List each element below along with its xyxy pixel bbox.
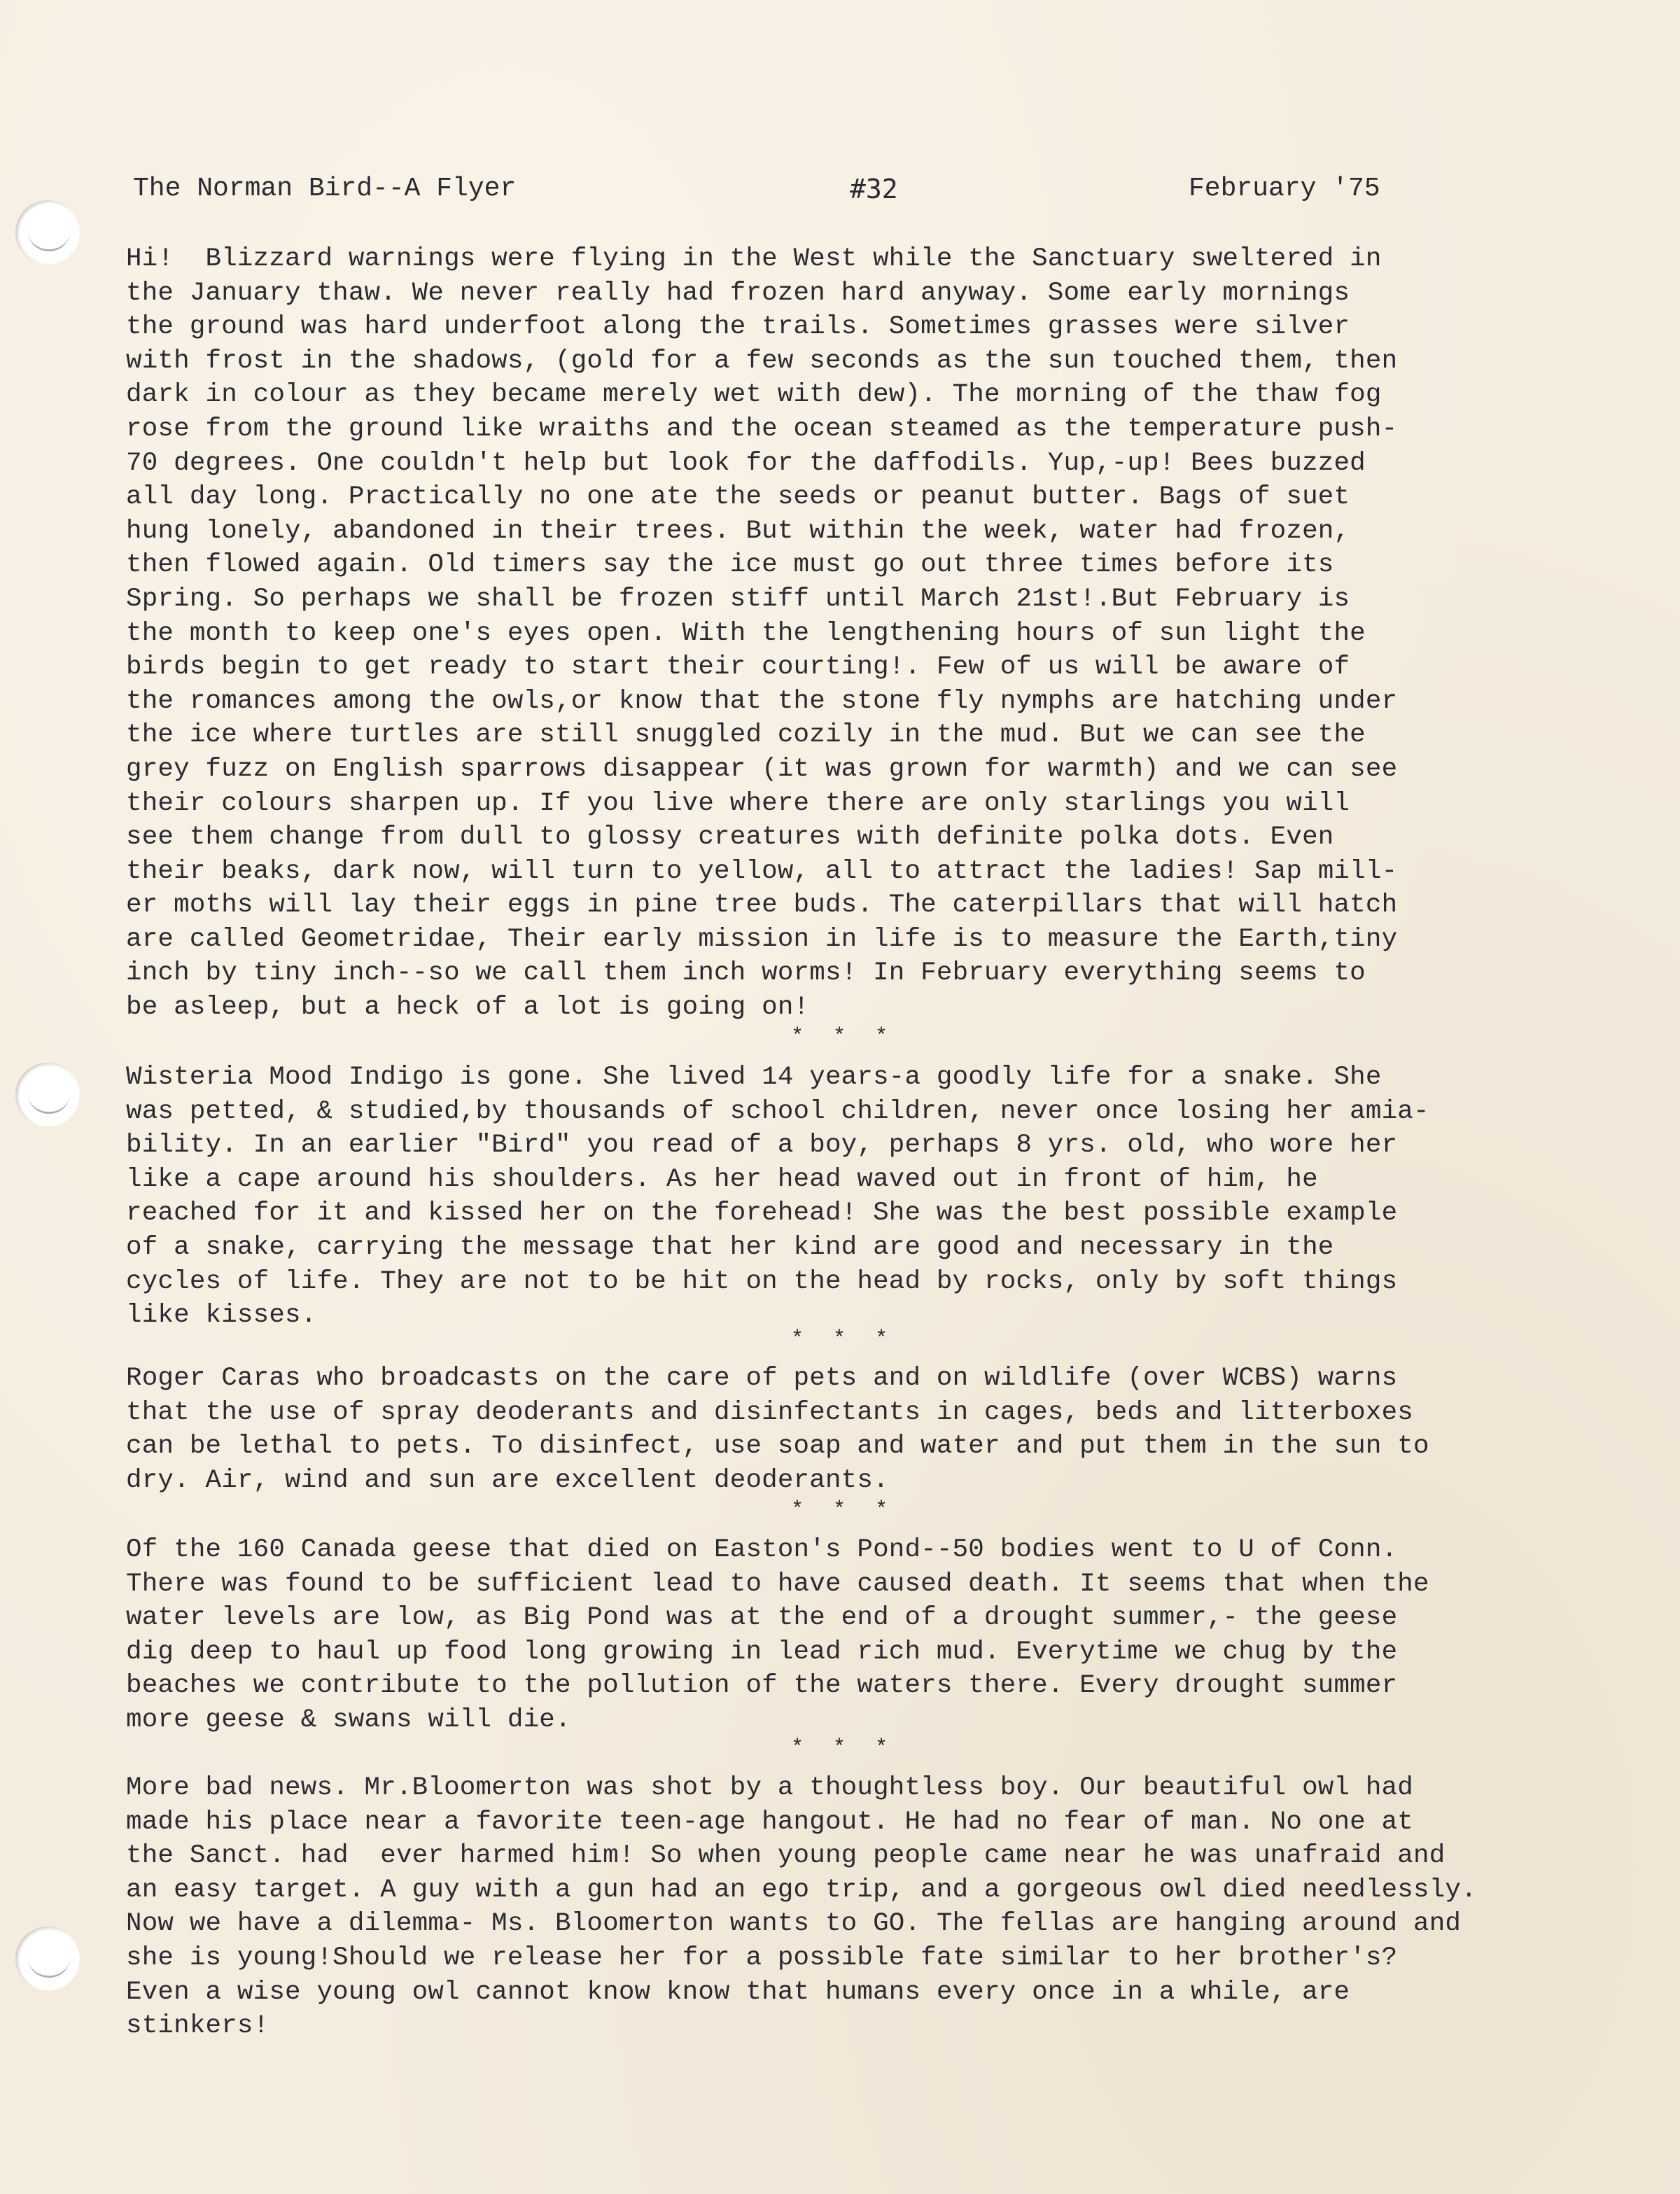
- text-line: can be lethal to pets. To disinfect, use soap and water and put them in the sun to: [126, 1432, 1429, 1462]
- text-line: Spring. So perhaps we shall be frozen stiff until March 21st!.But February is: [126, 584, 1350, 614]
- issue-number: #32: [850, 174, 898, 204]
- text-line: cycles of life. They are not to be hit on the head by rocks, only by soft things: [126, 1266, 1398, 1297]
- text-line: dry. Air, wind and sun are excellent deoderants.: [126, 1465, 889, 1495]
- text-line: an easy target. A guy with a gun had an ego trip, and a gorgeous owl died needlessly.: [126, 1875, 1477, 1905]
- text-line: the romances among the owls,or know that the stone fly nymphs are hatching under: [126, 686, 1398, 716]
- text-line: dark in colour as they became merely wet with dew). The morning of the thaw fog: [126, 380, 1382, 410]
- text-line: stinkers!: [126, 2011, 270, 2041]
- text-line: Wisteria Mood Indigo is gone. She lived 14 years-a goodly life for a snake. She: [126, 1063, 1382, 1092]
- text-line: er moths will lay their eggs in pine tree buds. The caterpillars that will hatch: [126, 890, 1398, 921]
- paragraph-winter-thaw: [126, 242, 1568, 1025]
- section-divider: * * *: [791, 1025, 897, 1049]
- text-line: Of the 160 Canada geese that died on Easton's Pond--50 bodies went to U of Conn.: [126, 1535, 1398, 1565]
- section-divider: * * *: [791, 1327, 897, 1351]
- text-line: the ice where turtles are still snuggled cozily in the mud. But we can see the: [126, 720, 1366, 750]
- text-line: grey fuzz on English sparrows disappear (it was grown for warmth) and we can see: [126, 754, 1398, 784]
- text-line: the January thaw. We never really had frozen hard anyway. Some early mornings: [126, 278, 1350, 308]
- text-line: see them change from dull to glossy creatures with definite polka dots. Even: [126, 823, 1334, 853]
- text-line: Now we have a dilemma- Ms. Bloomerton wants to GO. The fellas are hanging around and: [126, 1909, 1462, 1939]
- text-line: Hi! Blizzard warnings were flying in the West while the Sanctuary sweltered in: [126, 244, 1382, 274]
- text-line: like kisses.: [126, 1301, 317, 1331]
- text-line: all day long. Practically no one ate the seeds or peanut butter. Bags of suet: [126, 482, 1350, 512]
- text-line: bility. In an earlier "Bird" you read of a boy, perhaps 8 yrs. old, who wore her: [126, 1131, 1398, 1161]
- text-line: their colours sharpen up. If you live where there are only starlings you will: [126, 788, 1350, 818]
- section-divider: * * *: [791, 1736, 897, 1760]
- text-line: dig deep to haul up food long growing in lead rich mud. Everytime we chug by the: [126, 1637, 1398, 1667]
- issue-date: February '75: [1189, 174, 1380, 204]
- text-line: the ground was hard underfoot along the trails. Sometimes grasses were silver: [126, 312, 1350, 342]
- text-line: of a snake, carrying the message that her kind are good and necessary in the: [126, 1232, 1334, 1262]
- text-line: made his place near a favorite teen-age hangout. He had no fear of man. No one at: [126, 1807, 1413, 1837]
- text-line: Roger Caras who broadcasts on the care of pets and on wildlife (over WCBS) warns: [126, 1364, 1398, 1393]
- text-line: more geese & swans will die.: [126, 1705, 571, 1735]
- newsletter-header: [133, 174, 1393, 216]
- text-line: There was found to be sufficient lead to have caused death. It seems that when the: [126, 1569, 1429, 1599]
- text-line: with frost in the shadows, (gold for a few seconds as the sun touched them, then: [126, 346, 1398, 376]
- text-line: that the use of spray deoderants and disinfectants in cages, beds and litterboxes: [126, 1397, 1413, 1427]
- paragraph-pet-safety: [126, 1362, 1568, 1497]
- text-line: reached for it and kissed her on the forehead! She was the best possible example: [126, 1199, 1398, 1229]
- text-line: 70 degrees. One couldn't help but look for the daffodils. Yup,-up! Bees buzzed: [126, 448, 1366, 478]
- text-line: like a cape around his shoulders. As her head waved out in front of him, he: [126, 1164, 1318, 1194]
- text-line: Even a wise young owl cannot know know that humans every once in a while, are: [126, 1977, 1350, 2007]
- paragraph-canada-geese: [126, 1533, 1568, 1738]
- paragraph-wisteria-snake: [126, 1061, 1568, 1333]
- text-line: then flowed again. Old timers say the ice must go out three times before its: [126, 550, 1334, 580]
- text-line: More bad news. Mr.Bloomerton was shot by a thoughtless boy. Our beautiful owl had: [126, 1773, 1413, 1803]
- newsletter-title: The Norman Bird--A Flyer: [133, 174, 517, 204]
- text-line: birds begin to get ready to start their courting!. Few of us will be aware of: [126, 652, 1350, 683]
- text-line: rose from the ground like wraiths and the ocean steamed as the temperature push-: [126, 414, 1398, 444]
- section-divider: * * *: [791, 1498, 897, 1522]
- text-line: their beaks, dark now, will turn to yellow, all to attract the ladies! Sap mill-: [126, 856, 1398, 886]
- text-line: water levels are low, as Big Pond was at the end of a drought summer,- the geese: [126, 1603, 1398, 1633]
- text-line: hung lonely, abandoned in their trees. But within the week, water had frozen,: [126, 516, 1350, 546]
- text-line: inch by tiny inch--so we call them inch worms! In February everything seems to: [126, 958, 1366, 988]
- text-line: are called Geometridae, Their early mission in life is to measure the Earth,tiny: [126, 924, 1398, 954]
- text-line: be asleep, but a heck of a lot is going on!: [126, 993, 810, 1023]
- text-line: the month to keep one's eyes open. With the lengthening hours of sun light the: [126, 618, 1366, 648]
- paragraph-owl-news: [126, 1771, 1568, 2043]
- text-line: she is young!Should we release her for a possible fate similar to her brother's?: [126, 1943, 1398, 1973]
- text-line: the Sanct. had ever harmed him! So when young people came near he was unafraid and: [126, 1841, 1446, 1871]
- text-line: was petted, & studied,by thousands of school children, never once losing her amia-: [126, 1096, 1429, 1126]
- text-line: beaches we contribute to the pollution of the waters there. Every drought summer: [126, 1671, 1398, 1701]
